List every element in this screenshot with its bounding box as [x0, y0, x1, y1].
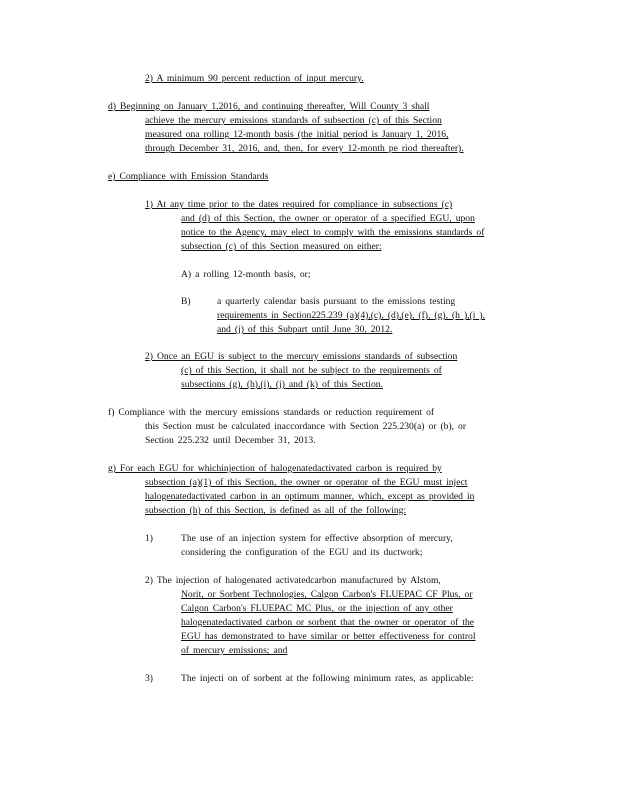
item-g3-line: The injecti on of sorbent at the following minimum rates, as applicable: — [181, 673, 474, 684]
paragraph-d-line: achieve the mercury emissions standards of subsection (c) of this Section — [145, 115, 442, 126]
paragraph-e1-line: and (d) of this Section, the owner or operator of a specified EGU, upon — [181, 213, 475, 224]
item-g2-line: halogenatedactivated carbon or sorbent that the owner or operator of the — [181, 617, 475, 628]
item-g2-line: of mercury emissions; and — [181, 645, 288, 656]
item-e1-a: A) a rolling 12-month basis, or; — [181, 269, 311, 280]
item-g2-line: Norit, or Sorbent Technologies, Calgon Carbon's FLUEPAC CF Plus, or — [181, 589, 473, 600]
section-heading-e: e) Compliance with Emission Standards — [108, 171, 269, 182]
paragraph-f-line: f) Compliance with the mercury emissions standards or reduction requirement of — [108, 407, 435, 418]
item-label: 3) — [145, 673, 153, 684]
item-g2-line: 2) The injection of halogenated activatedcarbon manufactured by Alstom, — [145, 575, 441, 586]
paragraph-g-line: g) For each EGU for whichinjection of halogenatedactivated carbon is required by — [108, 463, 442, 474]
paragraph-d-line: d) Beginning on January 1,2016, and continuing thereafter, Will County 3 shall — [108, 101, 430, 112]
paragraph-g-line: subsection (h) of this Section, is defined as all of the following: — [145, 505, 407, 516]
item-e1-b-line: a quarterly calendar basis pursuant to the emissions testing — [217, 296, 456, 307]
paragraph-d-line: through December 31, 2016, and, then, for every 12-month pe riod thereafter). — [145, 143, 464, 154]
paragraph-f-line: Section 225.232 until December 31, 2013. — [145, 435, 316, 446]
item-g1-line: considering the configuration of the EGU and its ductwork; — [181, 547, 423, 558]
paragraph-g-line: subsection (a)(1) of this Section, the owner or operator of the EGU must inject — [145, 477, 468, 488]
item-e1-b-line: requirements in Section225.239 (a)(4),(c), (d),(e), (f), (g), (h ),(i ), — [217, 310, 486, 321]
paragraph-c2: 2) A minimum 90 percent reduction of input mercury. — [145, 73, 364, 84]
item-e1-b-line: and (j) of this Subpart until June 30, 2012. — [217, 324, 393, 335]
item-g2-line: Calgon Carbon's FLUEPAC MC Plus, or the injection of any other — [181, 603, 453, 614]
item-label: 1) — [145, 533, 153, 544]
paragraph-d-line: measured ona rolling 12-month basis (the initial period is January 1, 2016, — [145, 129, 449, 140]
paragraph-e1-line: notice to the Agency, may elect to comply with the emissions standards of — [181, 227, 485, 238]
item-g2-line: EGU has demonstrated to have similar or better effectiveness for control — [181, 631, 476, 642]
item-g1-line: The use of an injection system for effective absorption of mercury, — [181, 533, 453, 544]
paragraph-e1-line: 1) At any time prior to the dates required for compliance in subsections (c) — [145, 199, 453, 210]
paragraph-e2-line: subsections (g), (h),(i), (j) and (k) of this Section. — [181, 379, 383, 390]
item-label: B) — [181, 296, 191, 307]
paragraph-e1-line: subsection (c) of this Section measured on either: — [181, 241, 382, 252]
paragraph-e2-line: (c) of this Section, it shall not be subject to the requirements of — [181, 365, 442, 376]
paragraph-g-line: halogenatedactivated carbon in an optimum manner, which, except as provided in — [145, 491, 475, 502]
paragraph-f-line: this Section must be calculated inaccordance with Section 225.230(a) or (b), or — [145, 421, 467, 432]
paragraph-e2-line: 2) Once an EGU is subject to the mercury emissions standards of subsection — [145, 351, 458, 362]
